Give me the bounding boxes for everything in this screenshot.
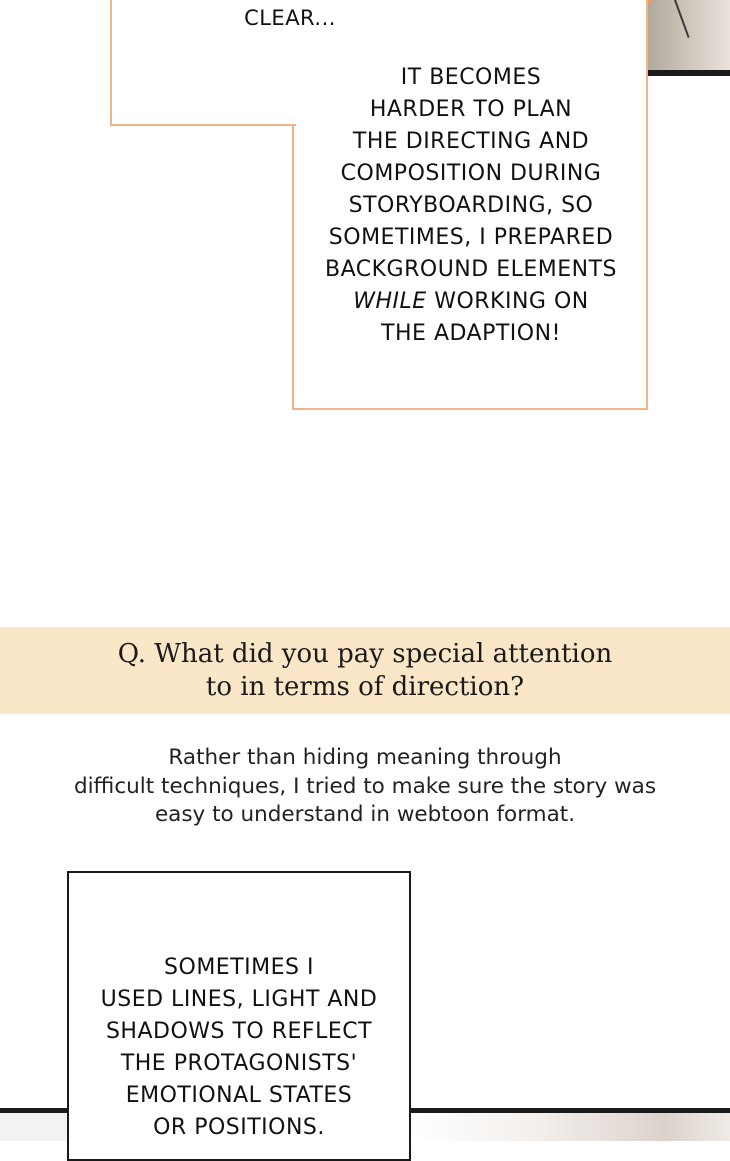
balloon-top-emphasis: WHILE: [353, 289, 427, 314]
bottom-panel-artwork-left: [0, 1113, 68, 1141]
panel-border: [648, 70, 730, 76]
answer-text: Rather than hiding meaning through difficult techniques, I tried to make sure the story was easy to understand in webtoon format.: [73, 745, 657, 827]
bottom-panel-artwork: [410, 1113, 730, 1141]
balloon-clear-text: CLEAR...: [244, 6, 336, 30]
speech-balloon-top-step: [110, 124, 296, 126]
balloon-top-text-end: WORKING ON THE ADAPTION!: [381, 289, 589, 346]
balloon-bottom-text: SOMETIMES I USED LINES, LIGHT AND SHADOWS TO REFLECT THE PROTAGONISTS' EMOTIONAL STATES OR POSITIONS.: [100, 955, 378, 1140]
balloon-top-text: [296, 62, 646, 350]
balloon-top-text-start: IT BECOMES HARDER TO PLAN THE DIRECTING AND COMPOSITION DURING STORYBOARDING, SO SOMETIMES, I PREPARED BACKGROUND ELEMENTS: [325, 65, 617, 282]
question-text: Q. What did you pay special attention to in terms of direction?: [117, 638, 613, 702]
art-stroke: [674, 0, 690, 38]
question-banner: [0, 627, 730, 714]
